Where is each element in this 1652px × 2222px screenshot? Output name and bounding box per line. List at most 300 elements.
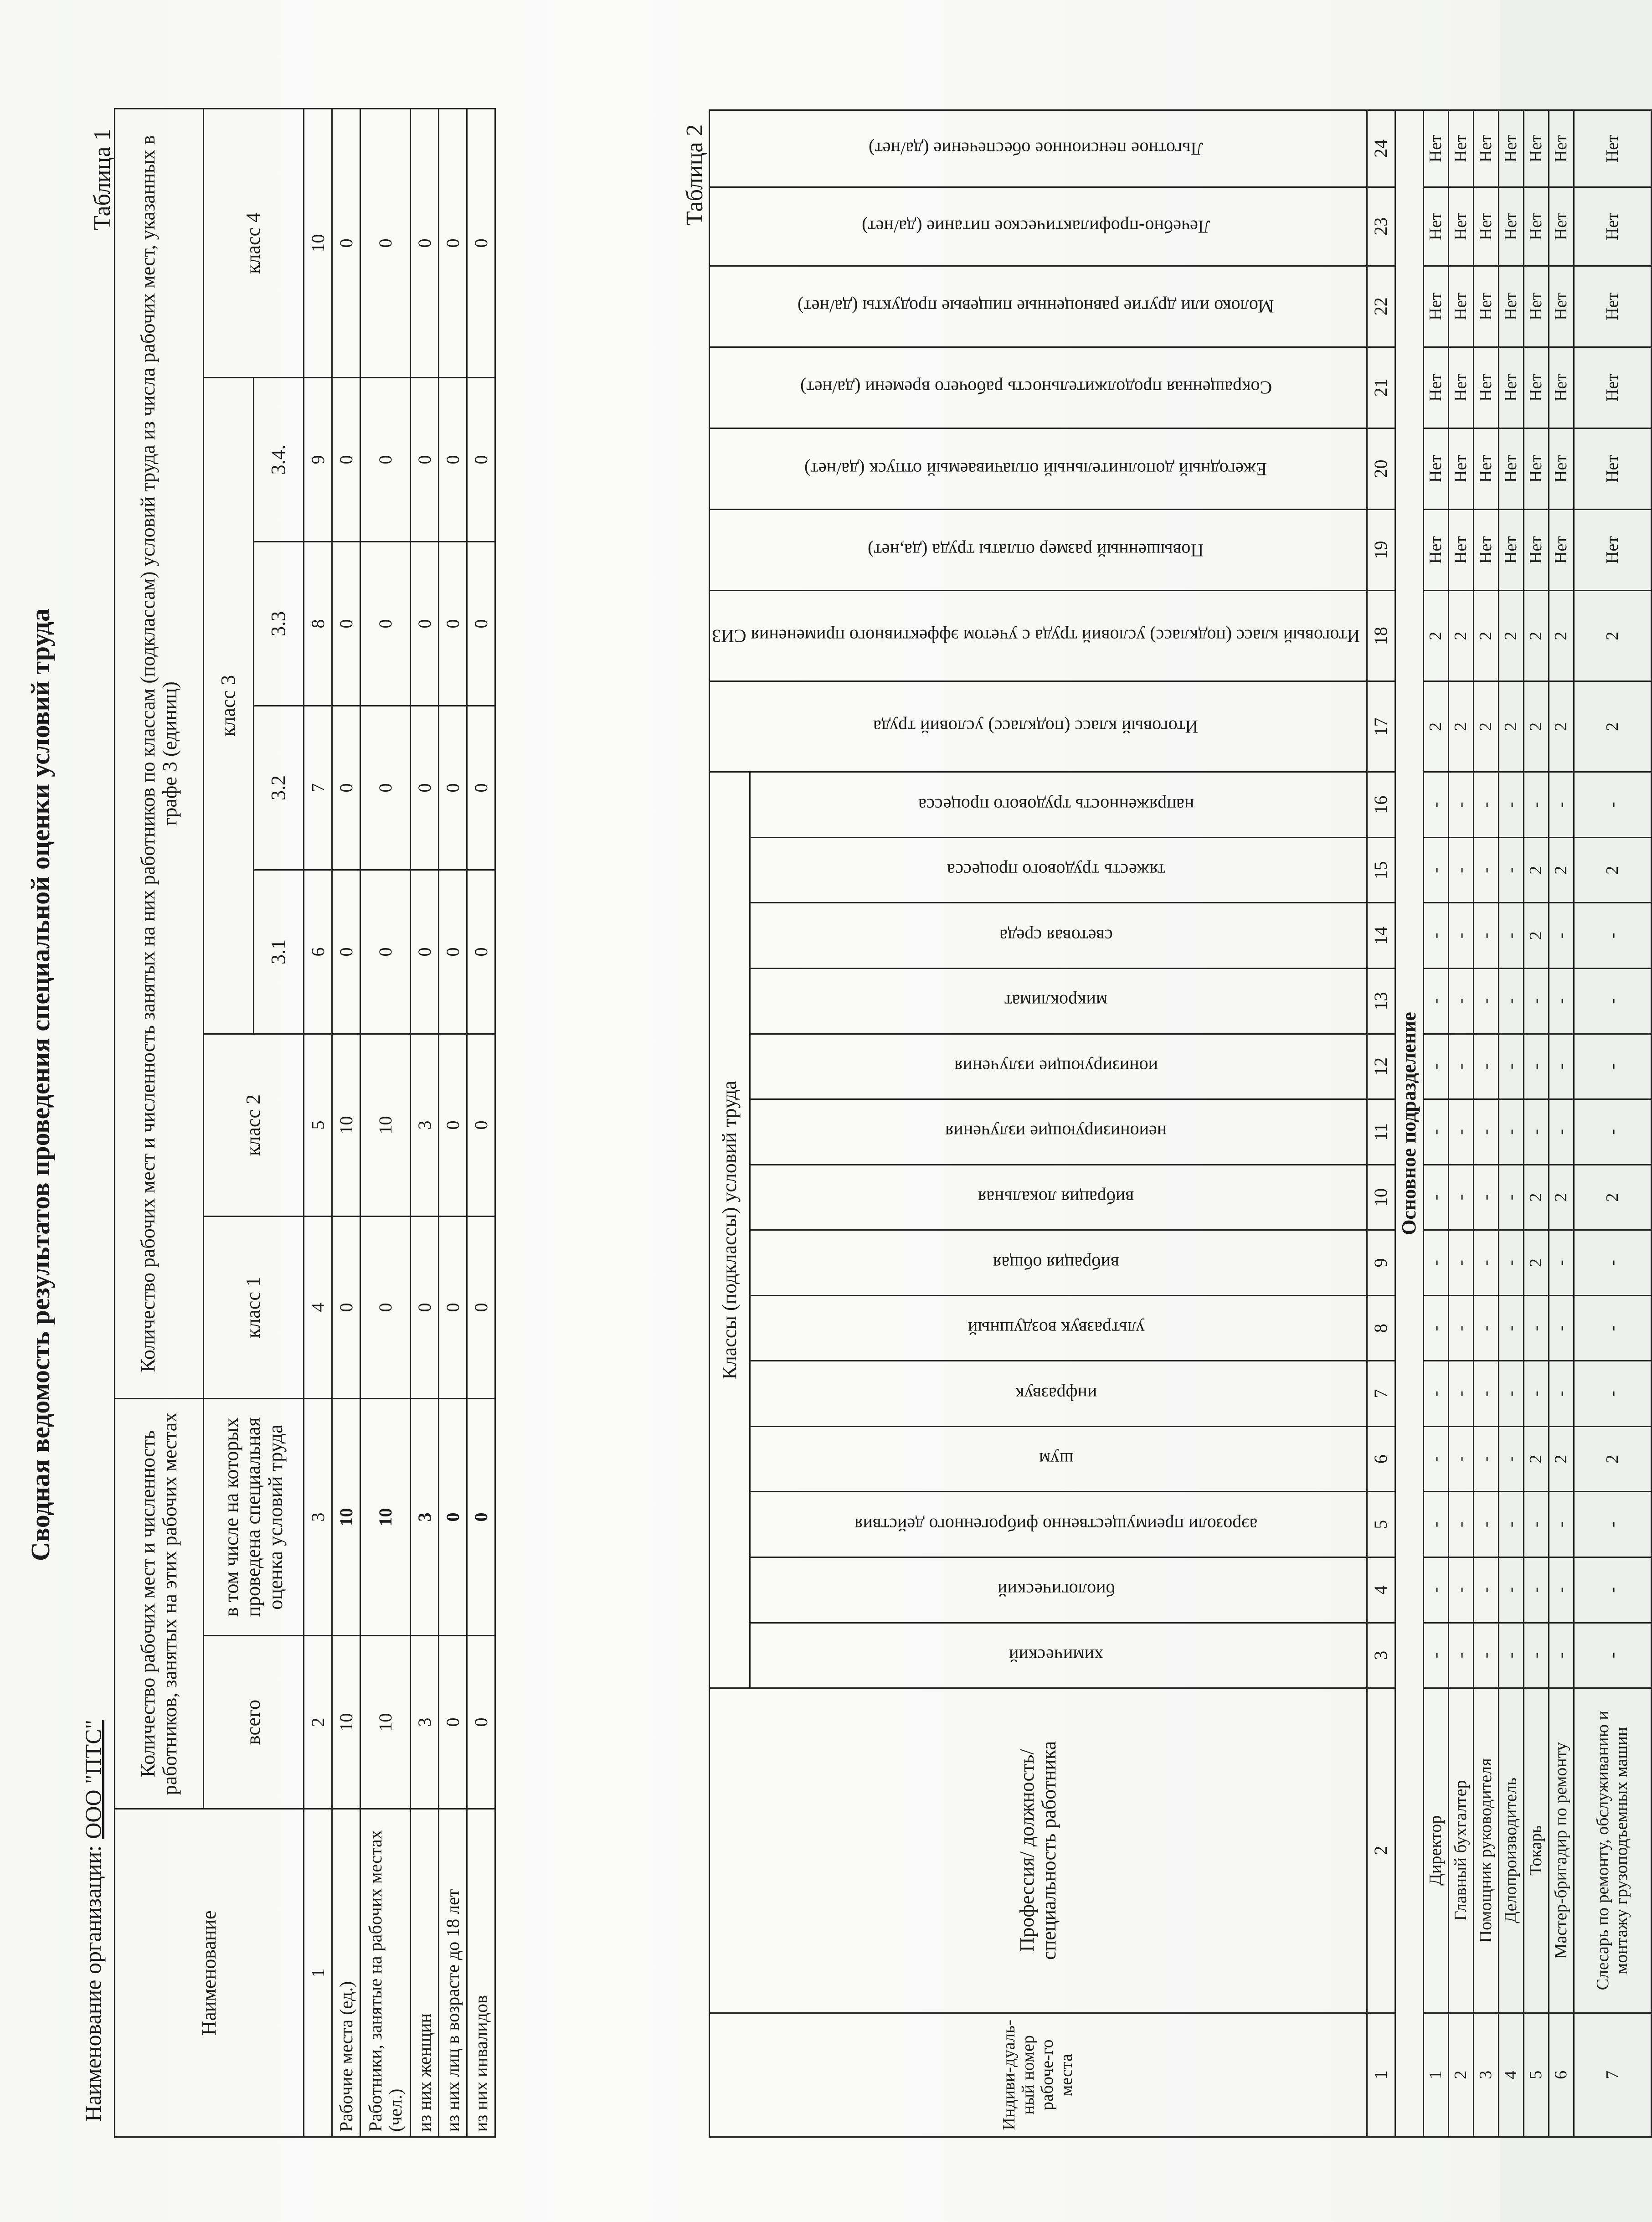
t1-cell: 0 (439, 706, 467, 870)
t1-colnum: 3 (304, 1398, 332, 1635)
t1-cell: 0 (467, 377, 495, 541)
t2-cell: - (1498, 1361, 1523, 1427)
t2-factor-header: световая среда (750, 903, 1367, 969)
t2-cell: Нет (1473, 428, 1498, 509)
t2-factor-header: аэрозоли преимущественно фиброгенного действия (750, 1492, 1367, 1557)
t2-cell: - (1574, 772, 1651, 838)
t2-cell: - (1448, 1230, 1473, 1296)
t2-colnum: 17 (1367, 681, 1395, 772)
t2-cell: - (1473, 1034, 1498, 1099)
t2-cell: 2 (1574, 681, 1651, 772)
t1-cell: 0 (332, 541, 360, 706)
t2-cell: Нет (1498, 347, 1523, 428)
t1-cell: 0 (467, 870, 495, 1034)
summary-table-2 (709, 109, 1652, 2138)
t2-cell: - (1423, 1165, 1448, 1230)
table-row (1473, 110, 1498, 2137)
t2-cell: - (1574, 1099, 1651, 1165)
t1-cell: 0 (467, 1216, 495, 1398)
t2-cell: - (1448, 1295, 1473, 1361)
t2-cell: - (1549, 903, 1574, 969)
t1-row-name: Рабочие места (ед.) (332, 1809, 360, 2137)
t2-colnum: 6 (1367, 1426, 1395, 1492)
t2-cell: - (1523, 969, 1549, 1034)
t2-header-milk: Молоко или другие равноценные пищевые продукты (да/нет) (710, 266, 1367, 347)
t1-header-name: Наименование (115, 1809, 304, 2137)
t2-cell: Нет (1448, 110, 1473, 187)
t2-cell: - (1574, 1492, 1651, 1557)
t2-header-classes: Классы (подклассы) условий труда (710, 772, 750, 1688)
t2-cell: - (1473, 772, 1498, 838)
t2-cell: 2 (1549, 1426, 1574, 1492)
t1-header-class33: 3.3 (254, 541, 304, 706)
t2-cell: 2 (1549, 591, 1574, 681)
t2-factor-header: вибрация общая (750, 1230, 1367, 1296)
t2-header-profession: Профессия/ должность/ специальность работника (710, 1688, 1367, 2013)
t1-header-class31: 3.1 (254, 870, 304, 1034)
t1-cell: 0 (360, 706, 411, 870)
t2-cell: Нет (1523, 347, 1549, 428)
t2-cell: 2 (1523, 1230, 1549, 1296)
t2-colnum: 16 (1367, 772, 1395, 838)
t2-cell: Нет (1574, 510, 1651, 591)
t1-header-classes: Количество рабочих мест и численность занятых на них работников по классам (подклассам) условий труда из числа рабочих мест, указанных в графе 3 (единиц) (115, 108, 204, 1398)
t1-cell: 0 (467, 1636, 495, 1809)
t2-header-pension: Льготное пенсионное обеспечение (да/нет) (710, 110, 1367, 187)
t2-cell: - (1423, 1361, 1448, 1427)
t2-cell: - (1498, 1034, 1523, 1099)
t2-cell: - (1423, 1034, 1448, 1099)
t2-colnum: 5 (1367, 1492, 1395, 1557)
t1-header-class3: класс 3 (204, 377, 254, 1034)
t2-cell: Нет (1423, 187, 1448, 266)
t2-colnum: 23 (1367, 187, 1395, 266)
t2-cell: 2 (1549, 1165, 1574, 1230)
table1-caption: Таблица 1 (89, 129, 115, 230)
table-row (1549, 110, 1574, 2137)
t2-cell: 2 (1523, 1426, 1549, 1492)
t2-cell: 2 (1523, 1165, 1549, 1230)
t2-cell: - (1473, 1426, 1498, 1492)
t2-row-id: 5 (1523, 2013, 1549, 2137)
t2-factor-header: неионизирующие излучения (750, 1099, 1367, 1165)
t2-cell: - (1448, 772, 1473, 838)
t2-cell: Нет (1523, 266, 1549, 347)
t1-cell: 0 (332, 1216, 360, 1398)
t1-cell: 0 (439, 377, 467, 541)
t1-cell: 0 (332, 706, 360, 870)
t2-row-id: 4 (1498, 2013, 1523, 2137)
t2-colnum: 22 (1367, 266, 1395, 347)
t2-cell: Нет (1523, 510, 1549, 591)
table-row (1574, 110, 1651, 2137)
t2-cell: Нет (1574, 110, 1651, 187)
t1-colnum: 4 (304, 1216, 332, 1398)
table-row (1448, 110, 1473, 2137)
summary-table-1 (114, 108, 496, 2138)
t2-cell: - (1498, 1295, 1523, 1361)
t2-cell: Нет (1549, 347, 1574, 428)
t1-cell: 3 (411, 1398, 439, 1635)
t2-cell: - (1423, 772, 1448, 838)
t2-colnum: 3 (1367, 1623, 1395, 1688)
table-row (1498, 110, 1523, 2137)
t2-cell: Нет (1498, 428, 1523, 509)
t1-cell: 0 (467, 108, 495, 377)
t2-factor-header: шум (750, 1426, 1367, 1492)
t2-header-shorter-time: Сокращенная продолжительность рабочего времени (да/нет) (710, 347, 1367, 428)
t2-cell: - (1498, 837, 1523, 903)
t1-cell: 0 (360, 541, 411, 706)
t2-cell: 2 (1423, 681, 1448, 772)
t2-cell: - (1523, 1034, 1549, 1099)
t2-cell: Нет (1448, 266, 1473, 347)
t2-cell: 2 (1473, 681, 1498, 772)
t2-header-id: Индиви-дуаль-ный номер рабоче-го места (710, 2013, 1367, 2137)
t2-cell: 2 (1523, 681, 1549, 772)
t2-cell: - (1498, 969, 1523, 1034)
t2-cell: - (1473, 1165, 1498, 1230)
t2-cell: - (1549, 1623, 1574, 1688)
t2-cell: - (1498, 1492, 1523, 1557)
t2-row-id: 3 (1473, 2013, 1498, 2137)
t2-cell: - (1549, 1295, 1574, 1361)
t2-cell: - (1574, 1557, 1651, 1623)
t2-cell: 2 (1523, 837, 1549, 903)
t2-cell: Нет (1423, 347, 1448, 428)
t1-cell: 10 (332, 1636, 360, 1809)
t1-cell: 0 (411, 541, 439, 706)
t2-cell: - (1423, 1230, 1448, 1296)
t1-colnum: 9 (304, 377, 332, 541)
t2-cell: 2 (1574, 591, 1651, 681)
t1-row-workers (360, 108, 411, 2137)
t2-cell: Нет (1574, 266, 1651, 347)
t2-factor-header: биологический (750, 1557, 1367, 1623)
t2-header-final-class: Итоговый класс (подкласс) условий труда (710, 681, 1367, 772)
t2-cell: - (1523, 1295, 1549, 1361)
t1-cell: 0 (411, 377, 439, 541)
t2-colnum: 13 (1367, 969, 1395, 1034)
t1-cell: 0 (360, 108, 411, 377)
t2-cell: - (1448, 1623, 1473, 1688)
t2-cell: - (1448, 1426, 1473, 1492)
t2-cell: Нет (1574, 428, 1651, 509)
t2-colnum: 9 (1367, 1230, 1395, 1296)
t1-row-under18 (439, 108, 467, 2137)
t2-cell: - (1549, 1492, 1574, 1557)
t2-cell: Нет (1473, 187, 1498, 266)
t2-cell: - (1423, 1099, 1448, 1165)
t2-row-profession: Слесарь по ремонту, обслуживанию и монтажу грузоподъемных машин (1574, 1688, 1651, 2013)
t2-cell: - (1498, 1099, 1523, 1165)
t1-cell: 0 (467, 1398, 495, 1635)
t1-header-class34: 3.4. (254, 377, 304, 541)
t1-colnum: 8 (304, 541, 332, 706)
t1-cell: 10 (360, 1398, 411, 1635)
t2-cell: - (1473, 1623, 1498, 1688)
t2-cell: - (1574, 1230, 1651, 1296)
t1-cell: 0 (360, 377, 411, 541)
t2-cell: Нет (1448, 510, 1473, 591)
t2-cell: - (1448, 837, 1473, 903)
t2-colnum: 19 (1367, 510, 1395, 591)
t1-header-class4: класс 4 (204, 108, 304, 377)
t2-row-id: 7 (1574, 2013, 1651, 2137)
t2-cell: 2 (1423, 591, 1448, 681)
t1-cell: 0 (411, 706, 439, 870)
t1-cell: 0 (439, 541, 467, 706)
t1-cell: 3 (411, 1034, 439, 1216)
t2-cell: - (1574, 1034, 1651, 1099)
t2-cell: - (1473, 1295, 1498, 1361)
t2-colnum: 24 (1367, 110, 1395, 187)
t2-cell: - (1549, 1557, 1574, 1623)
t2-row-profession: Главный бухгалтер (1448, 1688, 1473, 2013)
t2-cell: Нет (1549, 428, 1574, 509)
t1-header-class1: класс 1 (204, 1216, 304, 1398)
t1-cell: 0 (332, 108, 360, 377)
t2-colnum: 10 (1367, 1165, 1395, 1230)
t2-cell: - (1448, 903, 1473, 969)
t1-cell: 0 (332, 377, 360, 541)
t2-factor-header: напряженность трудового процесса (750, 772, 1367, 838)
t2-cell: Нет (1549, 187, 1574, 266)
t2-header-final-class-siz: Итоговый класс (подкласс) условий труда с учетом эффективного применения СИЗ (710, 591, 1367, 681)
t2-cell: - (1473, 903, 1498, 969)
t2-row-id: 6 (1549, 2013, 1574, 2137)
t1-cell: 0 (439, 1636, 467, 1809)
t2-cell: Нет (1549, 266, 1574, 347)
t2-cell: 2 (1448, 681, 1473, 772)
t2-cell: Нет (1574, 347, 1651, 428)
t2-cell: Нет (1448, 187, 1473, 266)
t2-cell: 2 (1574, 837, 1651, 903)
t2-cell: - (1448, 1361, 1473, 1427)
t2-header-pay: Повышенный размер оплаты труда (да,нет) (710, 510, 1367, 591)
t2-row-profession: Помощник руководителя (1473, 1688, 1498, 2013)
t2-cell: - (1448, 969, 1473, 1034)
t2-cell: - (1574, 1623, 1651, 1688)
document-title: Сводная ведомость результатов проведения специальной оценки условий труда (26, 608, 55, 1561)
table-row (1423, 110, 1448, 2137)
t1-row-women (411, 108, 439, 2137)
t2-cell: - (1448, 1557, 1473, 1623)
t1-cell: 10 (332, 1034, 360, 1216)
t2-cell: - (1523, 1099, 1549, 1165)
t2-cell: - (1498, 1623, 1523, 1688)
t2-cell: Нет (1549, 110, 1574, 187)
t2-cell: - (1423, 1557, 1448, 1623)
t2-section-row (1395, 110, 1423, 2137)
t2-colnum: 20 (1367, 428, 1395, 509)
t2-colnum: 11 (1367, 1099, 1395, 1165)
t2-cell: - (1498, 772, 1523, 838)
t1-row-name: из них инвалидов (467, 1809, 495, 2137)
t1-cell: 0 (439, 870, 467, 1034)
t2-factor-header: химический (750, 1623, 1367, 1688)
t2-cell: - (1523, 1623, 1549, 1688)
t2-cell: - (1473, 837, 1498, 903)
t2-cell: Нет (1549, 510, 1574, 591)
t2-row-id: 1 (1423, 2013, 1448, 2137)
t2-factor-header: вибрация локальная (750, 1165, 1367, 1230)
t2-cell: - (1473, 1361, 1498, 1427)
t2-cell: Нет (1473, 266, 1498, 347)
t2-cell: - (1498, 903, 1523, 969)
t1-cell: 0 (332, 870, 360, 1034)
t2-cell: Нет (1523, 110, 1549, 187)
organization-value: ООО "ПТС" (80, 1720, 106, 1839)
t1-cell: 0 (360, 1216, 411, 1398)
table-row (1523, 110, 1549, 2137)
t2-cell: - (1549, 1034, 1574, 1099)
t1-cell: 0 (439, 1034, 467, 1216)
t2-cell: Нет (1523, 187, 1549, 266)
t2-cell: - (1473, 1557, 1498, 1623)
t2-row-id: 2 (1448, 2013, 1473, 2137)
t2-colnum: 1 (1367, 2013, 1395, 2137)
t2-colnum: 4 (1367, 1557, 1395, 1623)
t1-colnum: 6 (304, 870, 332, 1034)
organization-label: Наименование организации: (80, 1845, 106, 2122)
t2-cell: 2 (1498, 681, 1523, 772)
t2-cell: - (1473, 969, 1498, 1034)
t2-cell: 2 (1574, 1165, 1651, 1230)
t1-cell: 10 (360, 1636, 411, 1809)
t2-factor-header: ультразвук воздушный (750, 1295, 1367, 1361)
t1-cell: 10 (360, 1034, 411, 1216)
t2-cell: - (1423, 969, 1448, 1034)
t2-cell: - (1574, 1361, 1651, 1427)
t2-factor-header: тяжесть трудового процесса (750, 837, 1367, 903)
t2-cell: 2 (1498, 591, 1523, 681)
t2-cell: 2 (1574, 1426, 1651, 1492)
t2-cell: - (1448, 1165, 1473, 1230)
t1-cell: 0 (411, 870, 439, 1034)
t2-cell: - (1549, 1230, 1574, 1296)
t2-colnum: 2 (1367, 1688, 1395, 2013)
t2-cell: Нет (1498, 510, 1523, 591)
t2-cell: - (1549, 772, 1574, 838)
t2-cell: Нет (1498, 110, 1523, 187)
t1-row-name: из них женщин (411, 1809, 439, 2137)
t1-colnum: 1 (304, 1809, 332, 2137)
t1-cell: 0 (439, 108, 467, 377)
t2-cell: - (1523, 772, 1549, 838)
t2-cell: - (1549, 1361, 1574, 1427)
t1-cell: 3 (411, 1636, 439, 1809)
t2-cell: Нет (1473, 110, 1498, 187)
t2-row-profession: Директор (1423, 1688, 1448, 2013)
t1-cell: 0 (360, 870, 411, 1034)
t2-colnum: 15 (1367, 837, 1395, 903)
t1-header-count: Количество рабочих мест и численность работников, занятых на этих рабочих местах (115, 1398, 204, 1809)
t1-row-name: Работники, занятые на рабочих местах (чел.) (360, 1809, 411, 2137)
t2-cell: - (1549, 1099, 1574, 1165)
t2-cell: 2 (1473, 591, 1498, 681)
t2-cell: - (1423, 837, 1448, 903)
t2-cell: - (1549, 969, 1574, 1034)
t2-colnum: 7 (1367, 1361, 1395, 1427)
t2-cell: 2 (1448, 591, 1473, 681)
t2-cell: - (1423, 1492, 1448, 1557)
t2-cell: Нет (1473, 510, 1498, 591)
t2-factor-header: инфразвук (750, 1361, 1367, 1427)
t1-header-sout: в том числе на которых проведена специальная оценка условий труда (204, 1398, 304, 1635)
t1-header-class2: класс 2 (204, 1034, 304, 1216)
t2-cell: - (1423, 1295, 1448, 1361)
t2-cell: Нет (1448, 347, 1473, 428)
t2-cell: - (1574, 969, 1651, 1034)
t2-factor-header: микроклимат (750, 969, 1367, 1034)
t2-cell: 2 (1549, 681, 1574, 772)
t2-cell: - (1423, 1623, 1448, 1688)
t2-cell: - (1448, 1099, 1473, 1165)
t2-cell: Нет (1423, 510, 1448, 591)
t2-row-profession: Токарь (1523, 1688, 1549, 2013)
t1-header-class32: 3.2 (254, 706, 304, 870)
t1-column-numbers (304, 108, 332, 2137)
t2-header-nutrition: Лечебно-профилактическое питание (да/нет) (710, 187, 1367, 266)
t2-row-profession: Делопроизводитель (1498, 1688, 1523, 2013)
t2-cell: - (1498, 1426, 1523, 1492)
t2-cell: - (1473, 1492, 1498, 1557)
t2-cell: Нет (1498, 187, 1523, 266)
t1-cell: 0 (439, 1398, 467, 1635)
t2-cell: Нет (1423, 428, 1448, 509)
t2-cell: Нет (1423, 266, 1448, 347)
t1-cell: 0 (439, 1216, 467, 1398)
t1-cell: 0 (411, 1216, 439, 1398)
organization-line (80, 1720, 106, 2122)
t2-cell: Нет (1423, 110, 1448, 187)
t1-colnum: 10 (304, 108, 332, 377)
t2-cell: Нет (1523, 428, 1549, 509)
t2-column-numbers (1367, 110, 1395, 2137)
t2-cell: Нет (1473, 347, 1498, 428)
t2-cell: - (1498, 1230, 1523, 1296)
t2-cell: Нет (1448, 428, 1473, 509)
t2-cell: Нет (1498, 266, 1523, 347)
t2-colnum: 12 (1367, 1034, 1395, 1099)
t2-cell: - (1498, 1165, 1523, 1230)
t2-colnum: 8 (1367, 1295, 1395, 1361)
table2-caption: Таблица 2 (682, 124, 708, 226)
t2-cell: - (1473, 1230, 1498, 1296)
t1-cell: 0 (411, 108, 439, 377)
t2-colnum: 14 (1367, 903, 1395, 969)
t2-cell: - (1423, 1426, 1448, 1492)
t2-cell: - (1523, 1557, 1549, 1623)
t2-cell: - (1498, 1557, 1523, 1623)
t1-colnum: 5 (304, 1034, 332, 1216)
t2-cell: - (1523, 1492, 1549, 1557)
t2-cell: - (1523, 1361, 1549, 1427)
t1-cell: 10 (332, 1398, 360, 1635)
t1-row-workplaces (332, 108, 360, 2137)
t2-cell: - (1448, 1492, 1473, 1557)
t1-row-disabled (467, 108, 495, 2137)
t2-row-profession: Мастер-бригадир по ремонту (1549, 1688, 1574, 2013)
t1-cell: 0 (467, 541, 495, 706)
t1-cell: 0 (467, 706, 495, 870)
t2-cell: 2 (1523, 591, 1549, 681)
t2-colnum: 21 (1367, 347, 1395, 428)
t2-cell: - (1574, 1295, 1651, 1361)
t2-cell: 2 (1549, 837, 1574, 903)
t1-colnum: 7 (304, 706, 332, 870)
